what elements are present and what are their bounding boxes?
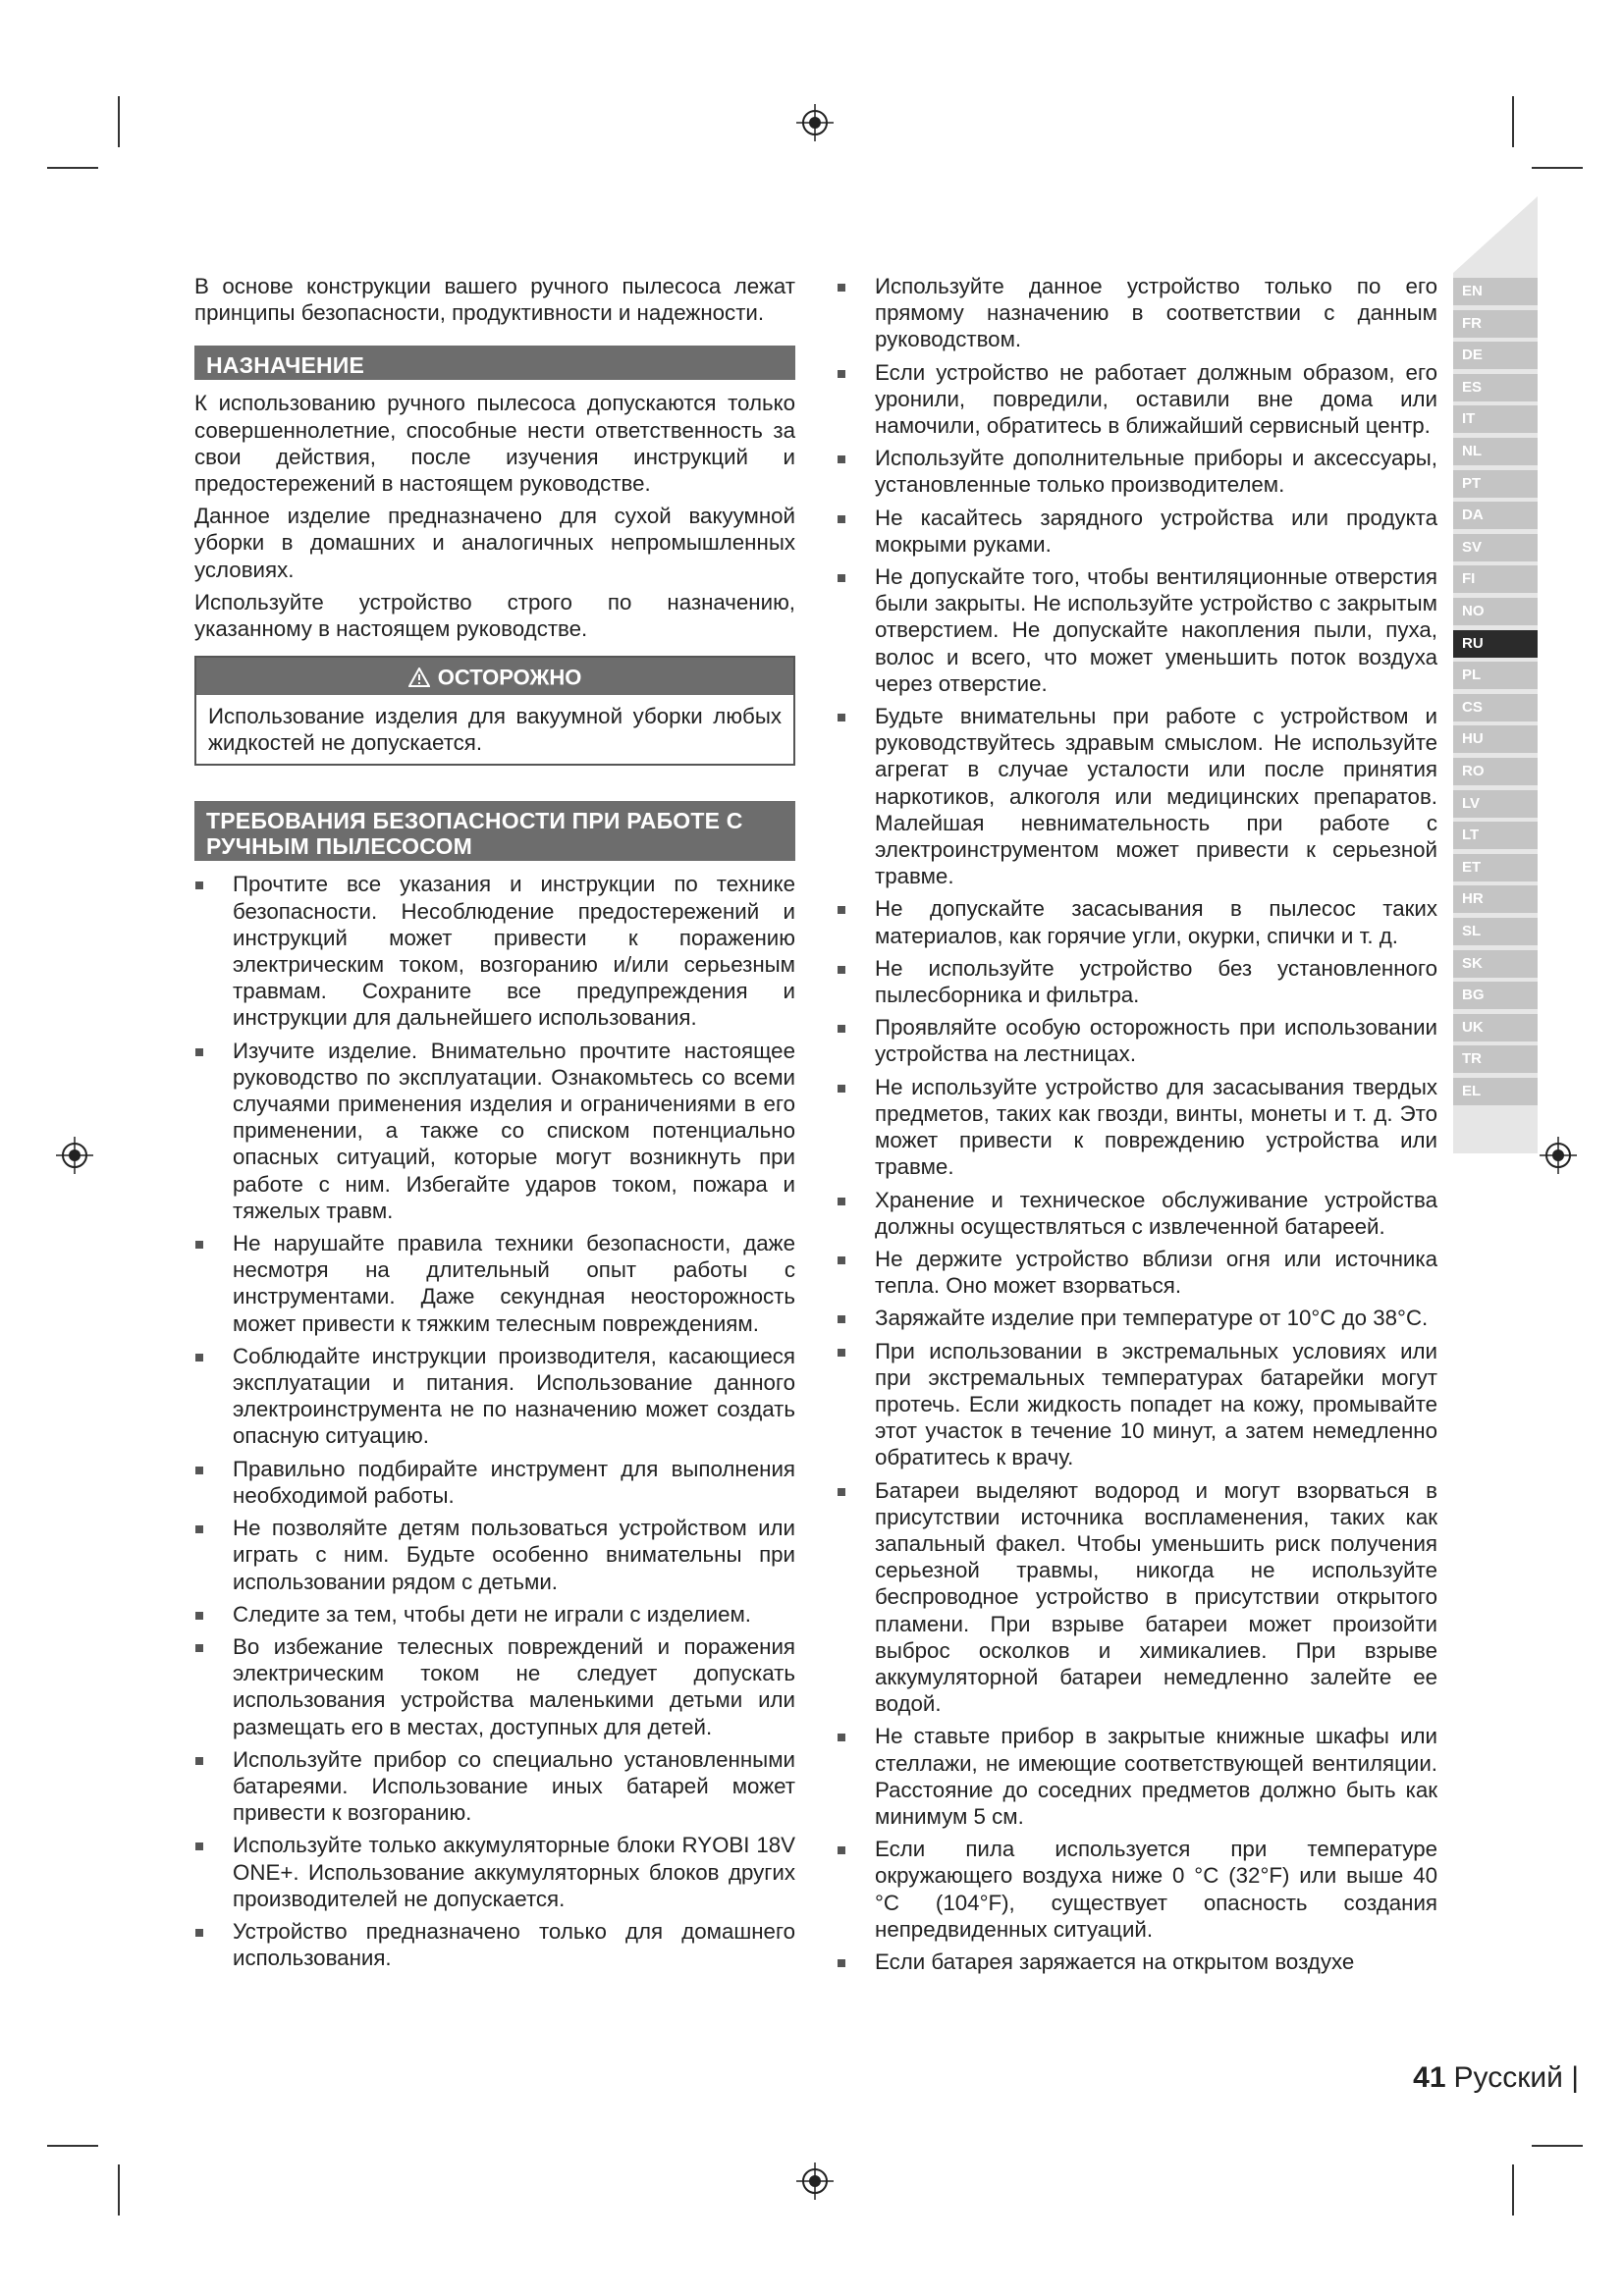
crop-mark	[1532, 167, 1583, 169]
safety-list-item: Не используйте устройство без установленного пылесборника и фильтра.	[837, 955, 1437, 1008]
page-number: 41	[1413, 2061, 1446, 2094]
language-tab-fr[interactable]: FR	[1453, 310, 1538, 338]
section-header-safety: ТРЕБОВАНИЯ БЕЗОПАСНОСТИ ПРИ РАБОТЕ С РУЧНЫМ ПЫЛЕСОСОМ	[194, 801, 795, 861]
language-tab-uk[interactable]: UK	[1453, 1014, 1538, 1041]
left-column	[194, 273, 795, 1977]
language-tab-de[interactable]: DE	[1453, 342, 1538, 369]
crop-mark	[47, 2145, 98, 2147]
warning-box	[194, 656, 795, 766]
language-tab-no[interactable]: NO	[1453, 598, 1538, 625]
safety-list-item: Не касайтесь зарядного устройства или продукта мокрыми руками.	[837, 505, 1437, 558]
safety-list-item: Не ставьте прибор в закрытые книжные шкафы или стеллажи, не имеющие соответствующей вентиляции. Расстояние до соседних предметов должно быть как минимум 5 см.	[837, 1723, 1437, 1830]
safety-list-item: Батареи выделяют водород и могут взорваться в присутствии источника воспламенения, таких как запальный факел. Чтобы уменьшить риск получения серьезной травмы, никогда не используйте беспроводное устройство в присутствии открытого пламени. При взрыве батареи может произойти выброс осколков и химикалиев. При взрыве аккумуляторной батареи немедленно залейте ее водой.	[837, 1477, 1437, 1718]
language-tab-it[interactable]: IT	[1453, 405, 1538, 433]
safety-list-item: Во избежание телесных повреждений и поражения электрическим током не следует допускать использования устройства маленькими детьми или размещать его в местах, доступных для детей.	[194, 1633, 795, 1740]
safety-list-item: Если батарея заряжается на открытом воздухе	[837, 1949, 1437, 1975]
safety-list-item: Хранение и техническое обслуживание устройства должны осуществляться с извлеченной батареей.	[837, 1187, 1437, 1240]
language-tab-hu[interactable]: HU	[1453, 725, 1538, 753]
language-tab-sk[interactable]: SK	[1453, 950, 1538, 978]
crop-mark	[1512, 2164, 1514, 2216]
safety-list-right	[837, 273, 1437, 1975]
section-header-purpose: НАЗНАЧЕНИЕ	[194, 346, 795, 380]
safety-list-item: Соблюдайте инструкции производителя, касающиеся эксплуатации и питания. Использование данного электроинструмента не по назначению может создать опасную ситуацию.	[194, 1343, 795, 1450]
safety-list-item: Заряжайте изделие при температуре от 10°C до 38°C.	[837, 1305, 1437, 1331]
safety-list-item: Не используйте устройство для засасывания твердых предметов, таких как гвозди, винты, монеты и т. д. Это может привести к повреждению устройства или травме.	[837, 1074, 1437, 1181]
registration-mark-icon	[796, 104, 834, 141]
language-tab-es[interactable]: ES	[1453, 374, 1538, 401]
purpose-paragraph: К использованию ручного пылесоса допускаются только совершеннолетние, способные нести ответственность за свои действия, после изучения инструкций и предостережений в настоящем руководстве.	[194, 391, 795, 497]
safety-list-item: Используйте дополнительные приборы и аксессуары, установленные только производителем.	[837, 445, 1437, 498]
page-footer	[1413, 2061, 1579, 2095]
language-tab-ru[interactable]: RU	[1453, 630, 1538, 658]
language-tab-hr[interactable]: HR	[1453, 885, 1538, 913]
crop-mark	[47, 167, 98, 169]
safety-list-item: Не позволяйте детям пользоваться устройством или играть с ним. Будьте особенно внимательны при использовании рядом с детьми.	[194, 1515, 795, 1595]
crop-mark	[1532, 2145, 1583, 2147]
language-tab-tr[interactable]: TR	[1453, 1045, 1538, 1073]
safety-list-item: Используйте данное устройство только по его прямому назначению в соответствии с данным руководством.	[837, 273, 1437, 353]
language-tab-lt[interactable]: LT	[1453, 822, 1538, 849]
language-tab-pt[interactable]: PT	[1453, 470, 1538, 498]
registration-mark-icon	[1540, 1137, 1577, 1174]
safety-list-item: Правильно подбирайте инструмент для выполнения необходимой работы.	[194, 1456, 795, 1509]
language-tab-et[interactable]: ET	[1453, 854, 1538, 881]
safety-list-item: Не держите устройство вблизи огня или источника тепла. Оно может взорваться.	[837, 1246, 1437, 1299]
right-column	[837, 273, 1437, 1981]
safety-list-item: При использовании в экстремальных условиях или при экстремальных температурах батарейки могут протечь. Если жидкость попадет на кожу, промывайте этот участок в течение 10 минут, а затем немедленно обратитесь к врачу.	[837, 1338, 1437, 1471]
crop-mark	[1512, 96, 1514, 147]
language-tab-cs[interactable]: CS	[1453, 694, 1538, 721]
safety-list-left	[194, 871, 795, 1971]
crop-mark	[118, 96, 120, 147]
language-tab-sv[interactable]: SV	[1453, 534, 1538, 561]
registration-mark-icon	[56, 1137, 93, 1174]
language-tab-nl[interactable]: NL	[1453, 438, 1538, 465]
warning-icon	[408, 667, 430, 687]
safety-list-item: Изучите изделие. Внимательно прочтите настоящее руководство по эксплуатации. Ознакомьтесь со всеми случаями применения изделия и ограничениями в его применении, а также со списком потенциально опасных ситуаций, которые могут возникнуть при работе с ним. Избегайте ударов током, пожара и тяжелых травм.	[194, 1038, 795, 1224]
footer-language: Русский |	[1453, 2061, 1579, 2094]
safety-list-item: Не нарушайте правила техники безопасности, даже несмотря на длительный опыт работы с инструментами. Даже секундная неосторожность может привести к тяжким телесным повреждениям.	[194, 1230, 795, 1337]
safety-list-item: Используйте только аккумуляторные блоки RYOBI 18V ONE+. Использование аккумуляторных блоков других производителей не допускается.	[194, 1832, 795, 1912]
language-tab-sl[interactable]: SL	[1453, 918, 1538, 945]
purpose-paragraph: Данное изделие предназначено для сухой вакуумной уборки в домашних и аналогичных непромышленных условиях.	[194, 504, 795, 582]
language-tab-da[interactable]: DA	[1453, 502, 1538, 529]
language-tab-el[interactable]: EL	[1453, 1078, 1538, 1105]
language-tab-ro[interactable]: RO	[1453, 758, 1538, 785]
safety-list-item: Следите за тем, чтобы дети не играли с изделием.	[194, 1601, 795, 1628]
intro-text: В основе конструкции вашего ручного пылесоса лежат принципы безопасности, продуктивности и надежности.	[194, 274, 795, 326]
registration-mark-icon	[796, 2163, 834, 2200]
crop-mark	[118, 2164, 120, 2216]
safety-list-item: Прочтите все указания и инструкции по технике безопасности. Несоблюдение предостережений и инструкций может привести к поражению электрическим током, возгоранию и/или серьезным травмам. Сохраните все предупреждения и инструкции для дальнейшего использования.	[194, 871, 795, 1031]
safety-list-item: Устройство предназначено только для домашнего использования.	[194, 1918, 795, 1971]
warning-text: Использование изделия для вакуумной уборки любых жидкостей не допускается.	[208, 704, 782, 756]
safety-list-item: Не допускайте засасывания в пылесос таких материалов, как горячие угли, окурки, спички и т. д.	[837, 895, 1437, 948]
safety-list-item: Если пила используется при температуре окружающего воздуха ниже 0 °C (32°F) или выше 40 °C (104°F), существует опасность создания непредвиденных ситуаций.	[837, 1836, 1437, 1943]
safety-list-item: Будьте внимательны при работе с устройством и руководствуйтесь здравым смыслом. Не используйте агрегат в случае усталости или после принятия наркотиков, алкоголя или медицинских препаратов. Малейшая невнимательность при работе с электроинструментом может привести к серьезной травме.	[837, 703, 1437, 889]
safety-list-item: Не допускайте того, чтобы вентиляционные отверстия были закрыты. Не используйте устройство с закрытым отверстием. Не допускайте накопления пыли, пуха, волос и всего, что может уменьшить поток воздуха через отверстие.	[837, 563, 1437, 697]
language-tab-bg[interactable]: BG	[1453, 982, 1538, 1009]
purpose-paragraph: Используйте устройство строго по назначению, указанному в настоящем руководстве.	[194, 589, 795, 642]
language-tab-en[interactable]: EN	[1453, 278, 1538, 305]
warning-title-text: ОСТОРОЖНО	[437, 665, 582, 690]
language-tab-pl[interactable]: PL	[1453, 662, 1538, 689]
safety-list-item: Если устройство не работает должным образом, его уронили, повредили, оставили вне дома или намочили, обратитесь в ближайший сервисный центр.	[837, 359, 1437, 440]
language-tab-lv[interactable]: LV	[1453, 790, 1538, 818]
warning-title	[196, 658, 793, 695]
language-tab-fi[interactable]: FI	[1453, 565, 1538, 593]
safety-list-item: Проявляйте особую осторожность при использовании устройства на лестницах.	[837, 1014, 1437, 1067]
safety-list-item: Используйте прибор со специально установленными батареями. Использование иных батарей может привести к возгоранию.	[194, 1746, 795, 1827]
